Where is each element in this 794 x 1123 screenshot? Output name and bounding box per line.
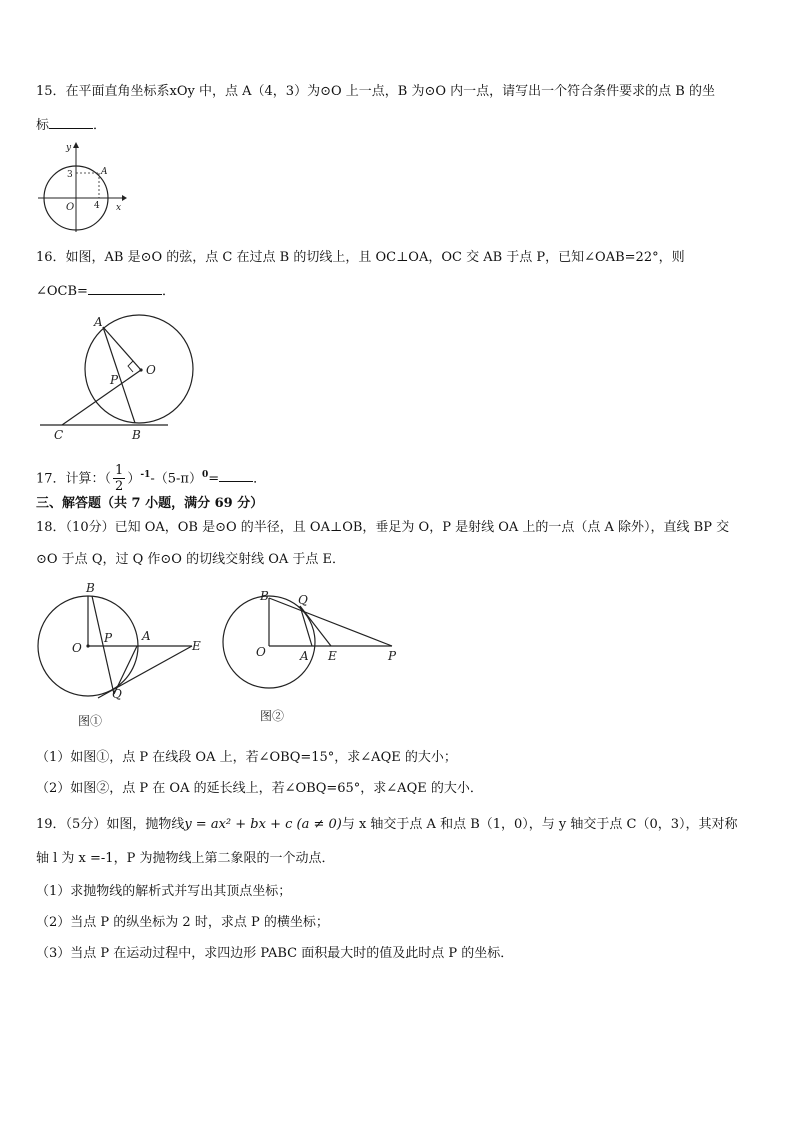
q18-f2-label-a: A	[300, 649, 309, 663]
q16-answer-blank	[88, 280, 162, 295]
q17-equals: =	[208, 471, 220, 487]
q16-label-a: A	[94, 315, 103, 329]
q18-f2-label-o: O	[256, 645, 266, 659]
q18-figure-2	[218, 580, 404, 730]
q15-label-x: x	[116, 203, 122, 213]
q15-line2-suffix: ．	[93, 118, 107, 133]
q18-f2-label-q: Q	[298, 593, 308, 607]
q18-f1-label-a: A	[142, 629, 151, 643]
q18-line2: ⊙O 于点 Q，过 Q 作⊙O 的切线交射线 OA 于点 E．	[36, 552, 346, 567]
q16-right-angle-mark	[128, 361, 133, 372]
q17-fraction-numerator: 1	[115, 463, 124, 479]
q16-label-o: O	[146, 363, 156, 377]
q18-f2-line-bp	[269, 598, 392, 646]
q16-circle	[85, 315, 193, 423]
q15-x-arrow	[122, 195, 127, 201]
q15-label-o: O	[66, 202, 75, 213]
q16-segment-oc	[62, 370, 141, 425]
q15-figure	[36, 140, 128, 235]
q17-suffix: ．	[253, 471, 267, 487]
q15-line2-prefix: 标	[36, 118, 50, 133]
q18-f2-label-p: P	[388, 649, 397, 663]
q18-f1-caption: 图①	[78, 714, 103, 728]
q17-fraction-denominator: 2	[115, 479, 124, 495]
q17-mid: -（5-π）	[150, 471, 202, 487]
q17-answer-blank	[219, 467, 253, 482]
q15-line1: 15．在平面直角坐标系xOy 中，点 A（4，3）为⊙O 上一点，B 为⊙O 内一点，请写出一个符合条件要求的点 B 的坐	[36, 84, 715, 99]
q19-sub3: （3）当点 P 在运动过程中，求四边形 PABC 面积最大时的值及此时点 P 的坐标．	[36, 946, 514, 961]
q15-answer-blank	[49, 114, 93, 129]
q17-exponent-neg1: -1	[140, 470, 151, 480]
q18-f1-label-o: O	[72, 641, 82, 655]
q18-f1-label-e: E	[192, 639, 201, 653]
q18-f1-label-q: Q	[112, 687, 122, 701]
q17-close-paren: ）	[127, 471, 141, 487]
q15-label-4: 4	[94, 201, 100, 211]
q18-sub2: （2）如图②，点 P 在 OA 的延长线上，若∠OBQ=65°，求∠AQE 的大小．	[36, 781, 483, 796]
q15-y-arrow	[73, 142, 79, 148]
q18-f2-label-e: E	[328, 649, 337, 663]
q16-label-c: C	[54, 428, 64, 442]
q15-label-3: 3	[67, 170, 73, 180]
q19-line1-suffix: 与 x 轴交于点 A 和点 B（1，0），与 y 轴交于点 C（0，3），其对称	[341, 817, 738, 832]
q15-label-y: y	[66, 143, 72, 153]
q16-label-p: P	[110, 373, 119, 387]
q16-line1: 16．如图，AB 是⊙O 的弦，点 C 在过点 B 的切线上，且 OC⊥OA，OC 交 AB 于点 P，已知∠OAB=22°，则	[36, 250, 685, 265]
q18-f1-label-b: B	[86, 581, 95, 595]
q18-line1: 18．（10分）已知 OA，OB 是⊙O 的半径，且 OA⊥OB，垂足为 O，P 是射线 OA 上的一点（点 A 除外），直线 BP 交	[36, 520, 730, 535]
q18-f1-center-dot	[86, 644, 89, 647]
section-title: 三、解答题（共 7 小题，满分 69 分）	[36, 496, 264, 511]
q18-f1-label-p: P	[104, 631, 113, 645]
q16-segment-oa	[103, 327, 141, 370]
q16-line2	[36, 280, 175, 302]
q16-line2-prefix: ∠OCB=	[36, 284, 88, 299]
q17-prefix: 17．计算：（	[36, 471, 112, 487]
q17-exponent-0: 0	[201, 470, 209, 480]
q18-f2-label-b: B	[260, 589, 269, 603]
q17-line	[36, 460, 266, 494]
q19-line2: 轴 l 为 x =-1，P 为抛物线上第二象限的一个动点．	[36, 851, 335, 866]
q15-label-a: A	[101, 167, 108, 177]
q18-figure-1	[36, 580, 212, 732]
q16-center-dot	[139, 368, 142, 371]
q19-sub2: （2）当点 P 的纵坐标为 2 时，求点 P 的横坐标；	[36, 915, 329, 930]
q16-figure	[36, 308, 198, 444]
q17-fraction	[113, 463, 125, 494]
q18-f1-line-bq	[92, 596, 114, 694]
q19-line1	[36, 815, 738, 835]
q19-sub1: （1）求抛物线的解析式并写出其顶点坐标；	[36, 884, 292, 899]
q16-chord-ab	[103, 327, 135, 423]
q19-line1-prefix: 19．（5分）如图，抛物线	[36, 817, 185, 832]
q18-f2-caption: 图②	[260, 709, 285, 723]
q16-label-b: B	[132, 428, 141, 442]
q18-sub1: （1）如图①，点 P 在线段 OA 上，若∠OBQ=15°，求∠AQE 的大小；	[36, 750, 457, 765]
q16-line2-suffix: ．	[161, 284, 175, 299]
q19-formula: y = ax² + bx + c (a ≠ 0)	[184, 817, 342, 832]
q15-line2	[36, 114, 106, 136]
